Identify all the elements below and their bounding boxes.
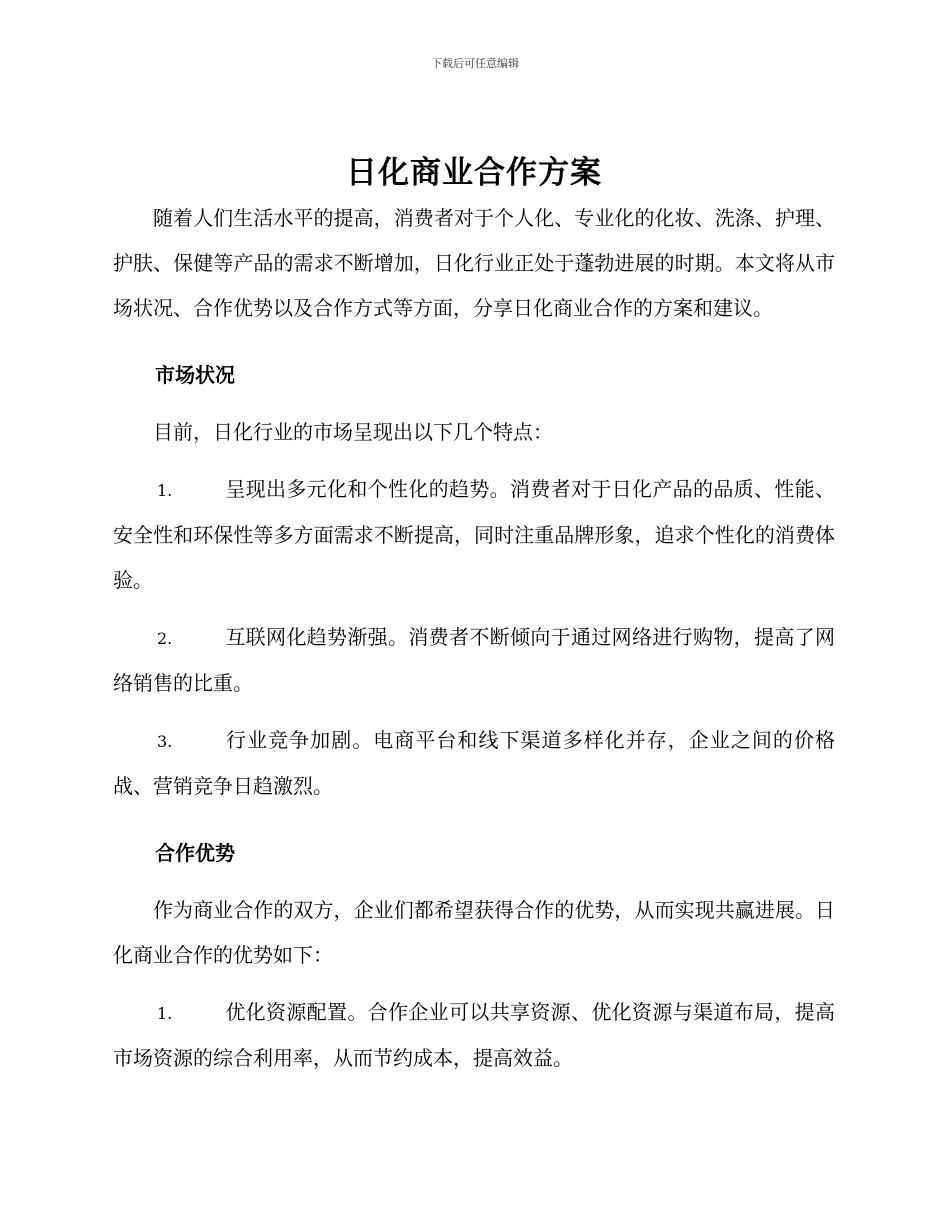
- list-item: [113, 615, 835, 706]
- list-number: 3.: [157, 732, 173, 751]
- market-lead-paragraph: 目前，日化行业的市场呈现出以下几个特点：: [153, 420, 553, 444]
- document-body: [113, 150, 835, 1081]
- list-item: [113, 718, 835, 809]
- list-item-text: 互联网化趋势渐强。消费者不断倾向于通过网络进行购物，提高了网络销售的比重。: [113, 625, 835, 695]
- list-item-text: 优化资源配置。合作企业可以共享资源、优化资源与渠道布局，提高市场资源的综合利用率，从而节约成本，提高效益。: [113, 1000, 835, 1070]
- list-number: 2.: [157, 629, 173, 648]
- header-note: 下载后可任意编辑: [431, 57, 519, 70]
- section-heading-market: 市场状况: [155, 363, 235, 387]
- document-title: 日化商业合作方案: [346, 155, 602, 191]
- list-item: [113, 467, 835, 603]
- list-number: 1.: [157, 1004, 173, 1023]
- section-heading-advantages: 合作优势: [155, 841, 235, 865]
- advantages-lead-paragraph: 作为商业合作的双方，企业们都希望获得合作的优势，从而实现共赢进展。日化商业合作的优势如下：: [113, 898, 835, 967]
- list-item-text: 行业竞争加剧。电商平台和线下渠道多样化并存，企业之间的价格战、营销竞争日趋激烈。: [113, 728, 835, 798]
- list-item-text: 呈现出多元化和个性化的趋势。消费者对于日化产品的品质、性能、安全性和环保性等多方面需求不断提高，同时注重品牌形象，追求个性化的消费体验。: [113, 477, 835, 592]
- list-number: 1.: [157, 481, 173, 500]
- intro-paragraph: 随着人们生活水平的提高，消费者对于个人化、专业化的化妆、洗涤、护理、护肤、保健等产品的需求不断增加，日化行业正处于蓬勃进展的时期。本文将从市场状况、合作优势以及合作方式等方面，分享日化商业合作的方案和建议。: [113, 206, 835, 320]
- list-item: [113, 990, 835, 1081]
